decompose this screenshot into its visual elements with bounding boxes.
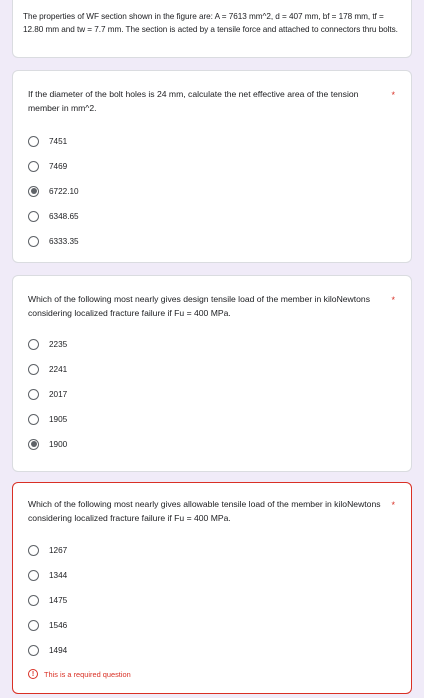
option-1475[interactable] [28,592,67,608]
option-1344[interactable] [28,567,67,583]
radio-button[interactable] [28,414,39,425]
description-card [12,0,412,58]
option-label: 1546 [49,620,68,630]
option-label: 2017 [49,389,68,399]
option-1900[interactable] [28,436,67,452]
error-icon: ! [28,669,38,679]
option-6333-35[interactable] [28,233,79,249]
option-label: 1475 [49,595,68,605]
option-7469[interactable] [28,158,67,174]
option-label: 2235 [49,339,68,349]
option-label: 6333.35 [49,236,79,246]
option-label: 1494 [49,645,68,655]
radio-button[interactable] [28,161,39,172]
question-title: Which of the following most nearly gives design tensile load of the member in kiloNewtons considering localized fracture failure if Fu = 400 MPa. [28,294,371,318]
required-asterisk: * [391,500,395,510]
option-label: 7469 [49,161,68,171]
required-asterisk: * [391,90,395,100]
option-6722-10[interactable] [28,183,79,199]
option-1267[interactable] [28,542,67,558]
option-label: 1344 [49,570,68,580]
option-label: 6722.10 [49,186,79,196]
radio-button[interactable] [28,389,39,400]
option-label: 1905 [49,414,68,424]
option-2017[interactable] [28,386,67,402]
section-description: The properties of WF section shown in the figure are: A = 7613 mm^2, d = 407 mm, bf = 178 mm, tf = 12.80 mm and tw = 7.7 mm. The section is acted by a tensile force and attached to connectors thru bolts. [23,12,398,34]
option-1905[interactable] [28,411,67,427]
question-card-3 [12,482,412,694]
radio-button[interactable] [28,545,39,556]
question-title: Which of the following most nearly gives allowable tensile load of the member in kiloNewtons considering localized fracture failure if Fu = 400 MPa. [28,499,381,523]
question-title: If the diameter of the bolt holes is 24 mm, calculate the net effective area of the tension member in mm^2. [28,89,359,113]
option-label: 1900 [49,439,68,449]
radio-button[interactable] [28,211,39,222]
radio-button[interactable] [28,339,39,350]
option-2241[interactable] [28,361,67,377]
required-error [28,669,131,679]
radio-button-selected[interactable] [28,439,39,450]
option-label: 1267 [49,545,68,555]
radio-button[interactable] [28,364,39,375]
error-message: This is a required question [44,669,131,679]
option-label: 2241 [49,364,68,374]
option-7451[interactable] [28,133,67,149]
radio-button-selected[interactable] [28,186,39,197]
option-label: 6348.65 [49,211,79,221]
question-card-2 [12,275,412,472]
radio-button[interactable] [28,595,39,606]
question-card-1 [12,70,412,263]
radio-button[interactable] [28,645,39,656]
option-1494[interactable] [28,642,67,658]
radio-button[interactable] [28,236,39,247]
option-label: 7451 [49,136,68,146]
radio-button[interactable] [28,136,39,147]
radio-button[interactable] [28,620,39,631]
option-2235[interactable] [28,336,67,352]
required-asterisk: * [391,295,395,305]
option-6348-65[interactable] [28,208,79,224]
option-1546[interactable] [28,617,67,633]
radio-button[interactable] [28,570,39,581]
